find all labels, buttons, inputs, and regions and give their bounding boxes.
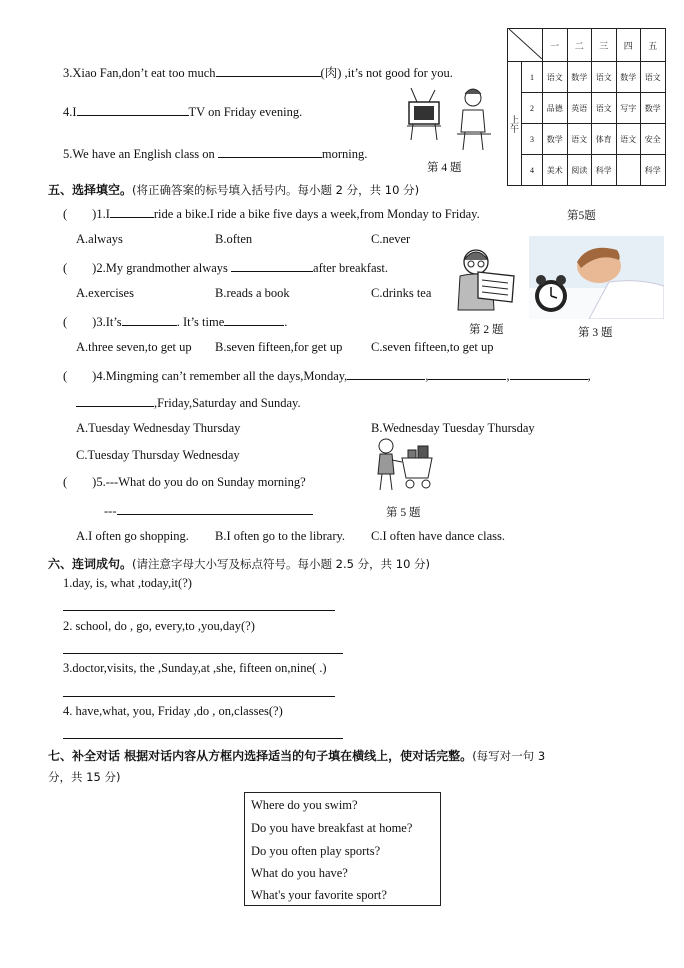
s6-answer-line[interactable] bbox=[63, 696, 335, 697]
schedule-cell: 阅读 bbox=[567, 155, 592, 186]
s5-q1-blank[interactable] bbox=[110, 205, 154, 218]
schedule-cell: 品德 bbox=[543, 93, 568, 124]
s5-q1-option: A.always bbox=[76, 232, 123, 246]
caption-q3: 第 3 题 bbox=[578, 327, 613, 339]
s5-q5-answer-line bbox=[104, 502, 313, 519]
s6-item: 1.day, is, what ,today,it(?) bbox=[63, 576, 192, 590]
schedule-day-header: 五 bbox=[641, 29, 666, 62]
s5-q4-sep: , bbox=[506, 369, 510, 383]
dialogue-options-box bbox=[244, 792, 441, 906]
schedule-period: 3 bbox=[522, 124, 543, 155]
schedule-cell: 科学 bbox=[592, 155, 617, 186]
section6-title: 六、连词成句。 bbox=[48, 557, 133, 571]
q3-prefix: 3.Xiao Fan,don’t eat too much bbox=[63, 66, 216, 80]
s5-q4-line2-text: ,Friday,Saturday and Sunday. bbox=[154, 396, 301, 410]
s5-q4-blank[interactable] bbox=[76, 394, 154, 407]
section7-note: (每写对一句 3 bbox=[472, 749, 546, 763]
schedule-cell: 语文 bbox=[616, 124, 641, 155]
schedule-row bbox=[508, 124, 666, 155]
q3-line bbox=[63, 63, 453, 81]
s5-q5-blank[interactable] bbox=[117, 502, 313, 515]
grandmother-reading-illustration bbox=[452, 246, 520, 316]
schedule-row bbox=[508, 62, 666, 93]
s5-q3-c: . bbox=[284, 315, 288, 329]
caption-q5-right: 第5题 bbox=[567, 210, 596, 222]
section7-note2: 分，共 15 分) bbox=[48, 770, 121, 784]
s5-q1-option: B.often bbox=[215, 232, 253, 246]
s5-q2-b: after breakfast. bbox=[313, 261, 388, 275]
s5-q3-blank2[interactable] bbox=[224, 313, 284, 326]
s5-q2-a: 2.My grandmother always bbox=[96, 261, 228, 275]
s5-q1-b: ride a bike.I ride a bike five days a week,from Monday to Friday. bbox=[153, 207, 480, 221]
schedule-day-header: 三 bbox=[592, 29, 617, 62]
dialogue-option: Do you often play sports? bbox=[251, 844, 381, 858]
schedule-row bbox=[508, 155, 666, 186]
schedule-cell: 数学 bbox=[641, 93, 666, 124]
q5-prefix: 5.We have an English class on bbox=[63, 147, 215, 161]
dialogue-option: Do you have breakfast at home? bbox=[251, 821, 413, 835]
schedule-day-header: 二 bbox=[567, 29, 592, 62]
caption-q5-cart: 第 5 题 bbox=[386, 507, 421, 519]
s5-q4-blank[interactable] bbox=[347, 367, 425, 380]
s5-q2-option: A.exercises bbox=[76, 286, 134, 300]
schedule-cell: 语文 bbox=[592, 62, 617, 93]
schedule-header-row bbox=[508, 29, 666, 62]
s5-q3-option: A.three seven,to get up bbox=[76, 340, 192, 354]
shopping-cart-illustration bbox=[372, 436, 436, 494]
s6-answer-line[interactable] bbox=[63, 738, 343, 739]
s5-q5-a: 5.---What do you do on Sunday morning? bbox=[96, 475, 306, 489]
schedule-cell: 语文 bbox=[641, 62, 666, 93]
schedule-day-header: 四 bbox=[616, 29, 641, 62]
s5-q1-a: 1.I bbox=[96, 207, 110, 221]
answer-bracket[interactable]: ( ) bbox=[63, 315, 97, 329]
s5-q3-option: B.seven fifteen,for get up bbox=[215, 340, 343, 354]
s6-item: 4. have,what, you, Friday ,do , on,classes(?) bbox=[63, 704, 283, 718]
q3-blank[interactable] bbox=[216, 64, 321, 77]
q4-blank[interactable] bbox=[77, 103, 189, 116]
q4-prefix: 4.I bbox=[63, 105, 77, 119]
schedule-cell: 数学 bbox=[567, 62, 592, 93]
s5-q2 bbox=[63, 259, 388, 276]
s6-answer-line[interactable] bbox=[63, 653, 343, 654]
s5-q4-sep: , bbox=[587, 369, 591, 383]
s5-q4 bbox=[63, 367, 591, 384]
answer-bracket[interactable]: ( ) bbox=[63, 475, 97, 489]
s5-q5-option: C.I often have dance class. bbox=[371, 529, 505, 543]
schedule-cell: 体育 bbox=[592, 124, 617, 155]
schedule-cell: 语文 bbox=[592, 93, 617, 124]
answer-bracket[interactable]: ( ) bbox=[63, 261, 97, 275]
s5-q4-option: A.Tuesday Wednesday Thursday bbox=[76, 421, 241, 435]
s5-q1 bbox=[63, 205, 480, 222]
s5-q4-line2 bbox=[76, 394, 301, 411]
schedule-cell: 美术 bbox=[543, 155, 568, 186]
section7-title: 七、补全对话 根据对话内容从方框内选择适当的句子填在横线上，使对话完整。 bbox=[48, 749, 473, 763]
schedule-cell: 英语 bbox=[567, 93, 592, 124]
s5-q5-option: B.I often go to the library. bbox=[215, 529, 346, 543]
s5-q3-a: 3.It’s bbox=[96, 315, 122, 329]
s5-q5-dash: --- bbox=[104, 504, 117, 518]
schedule-period: 1 bbox=[522, 62, 543, 93]
schedule-cell: 写字 bbox=[616, 93, 641, 124]
s5-q4-blank[interactable] bbox=[510, 367, 588, 380]
q5-blank[interactable] bbox=[218, 145, 322, 158]
section5-heading bbox=[48, 181, 419, 198]
section5-title: 五、选择填空。 bbox=[48, 183, 133, 197]
caption-q4: 第 4 题 bbox=[427, 162, 462, 174]
dialogue-option: Where do you swim? bbox=[251, 798, 358, 812]
s5-q3-option: C.seven fifteen,to get up bbox=[371, 340, 494, 354]
q5-suffix: morning. bbox=[321, 147, 368, 161]
section5-note: (将正确答案的标号填入括号内。每小题 2 分，共 10 分) bbox=[132, 183, 420, 197]
schedule-cell: 科学 bbox=[641, 155, 666, 186]
q4-suffix: TV on Friday evening. bbox=[188, 105, 303, 119]
s5-q2-blank[interactable] bbox=[231, 259, 313, 272]
section7-heading bbox=[48, 747, 545, 764]
sleeping-boy-photo bbox=[529, 236, 664, 319]
s5-q1-option: C.never bbox=[371, 232, 411, 246]
schedule-period: 4 bbox=[522, 155, 543, 186]
class-schedule-table bbox=[507, 28, 666, 186]
q4-line bbox=[63, 103, 302, 120]
s5-q2-option: C.drinks tea bbox=[371, 286, 432, 300]
s5-q3-b: . It’s time bbox=[176, 315, 225, 329]
schedule-corner-cell bbox=[508, 29, 543, 62]
s5-q3 bbox=[63, 313, 287, 330]
s5-q4-option: B.Wednesday Tuesday Thursday bbox=[371, 421, 535, 435]
answer-bracket[interactable]: ( ) bbox=[63, 369, 97, 383]
schedule-cell bbox=[616, 155, 641, 186]
s5-q4-blank[interactable] bbox=[428, 367, 506, 380]
s5-q5 bbox=[63, 475, 306, 490]
answer-bracket[interactable]: ( ) bbox=[63, 207, 97, 221]
s5-q4-a: 4.Mingming can’t remember all the days,Monday, bbox=[96, 369, 348, 383]
schedule-period: 2 bbox=[522, 93, 543, 124]
s5-q5-option: A.I often go shopping. bbox=[76, 529, 189, 543]
section6-note: (请注意字母大小写及标点符号。每小题 2.5 分，共 10 分) bbox=[132, 557, 431, 571]
schedule-cell: 安全 bbox=[641, 124, 666, 155]
tv-watching-illustration bbox=[403, 84, 495, 156]
s5-q4-sep: , bbox=[425, 369, 429, 383]
q5-line bbox=[63, 145, 367, 162]
schedule-row bbox=[508, 93, 666, 124]
schedule-morning-label: 上午 bbox=[508, 62, 522, 186]
s5-q2-option: B.reads a book bbox=[215, 286, 290, 300]
s6-item: 3.doctor,visits, the ,Sunday,at ,she, fifteen on,nine( .) bbox=[63, 661, 327, 675]
s6-answer-line[interactable] bbox=[63, 610, 335, 611]
section6-heading bbox=[48, 555, 430, 572]
s5-q4-option: C.Tuesday Thursday Wednesday bbox=[76, 448, 240, 462]
q3-suffix: (肉) ,it’s not good for you. bbox=[320, 66, 453, 80]
dialogue-option: What do you have? bbox=[251, 866, 348, 880]
schedule-cell: 数学 bbox=[616, 62, 641, 93]
s6-item: 2. school, do , go, every,to ,you,day(?) bbox=[63, 619, 255, 633]
schedule-cell: 语文 bbox=[567, 124, 592, 155]
dialogue-option: What's your favorite sport? bbox=[251, 888, 387, 902]
caption-q2: 第 2 题 bbox=[469, 324, 504, 336]
schedule-cell: 数学 bbox=[543, 124, 568, 155]
schedule-day-header: 一 bbox=[543, 29, 568, 62]
s5-q3-blank1[interactable] bbox=[122, 313, 177, 326]
schedule-cell: 语文 bbox=[543, 62, 568, 93]
